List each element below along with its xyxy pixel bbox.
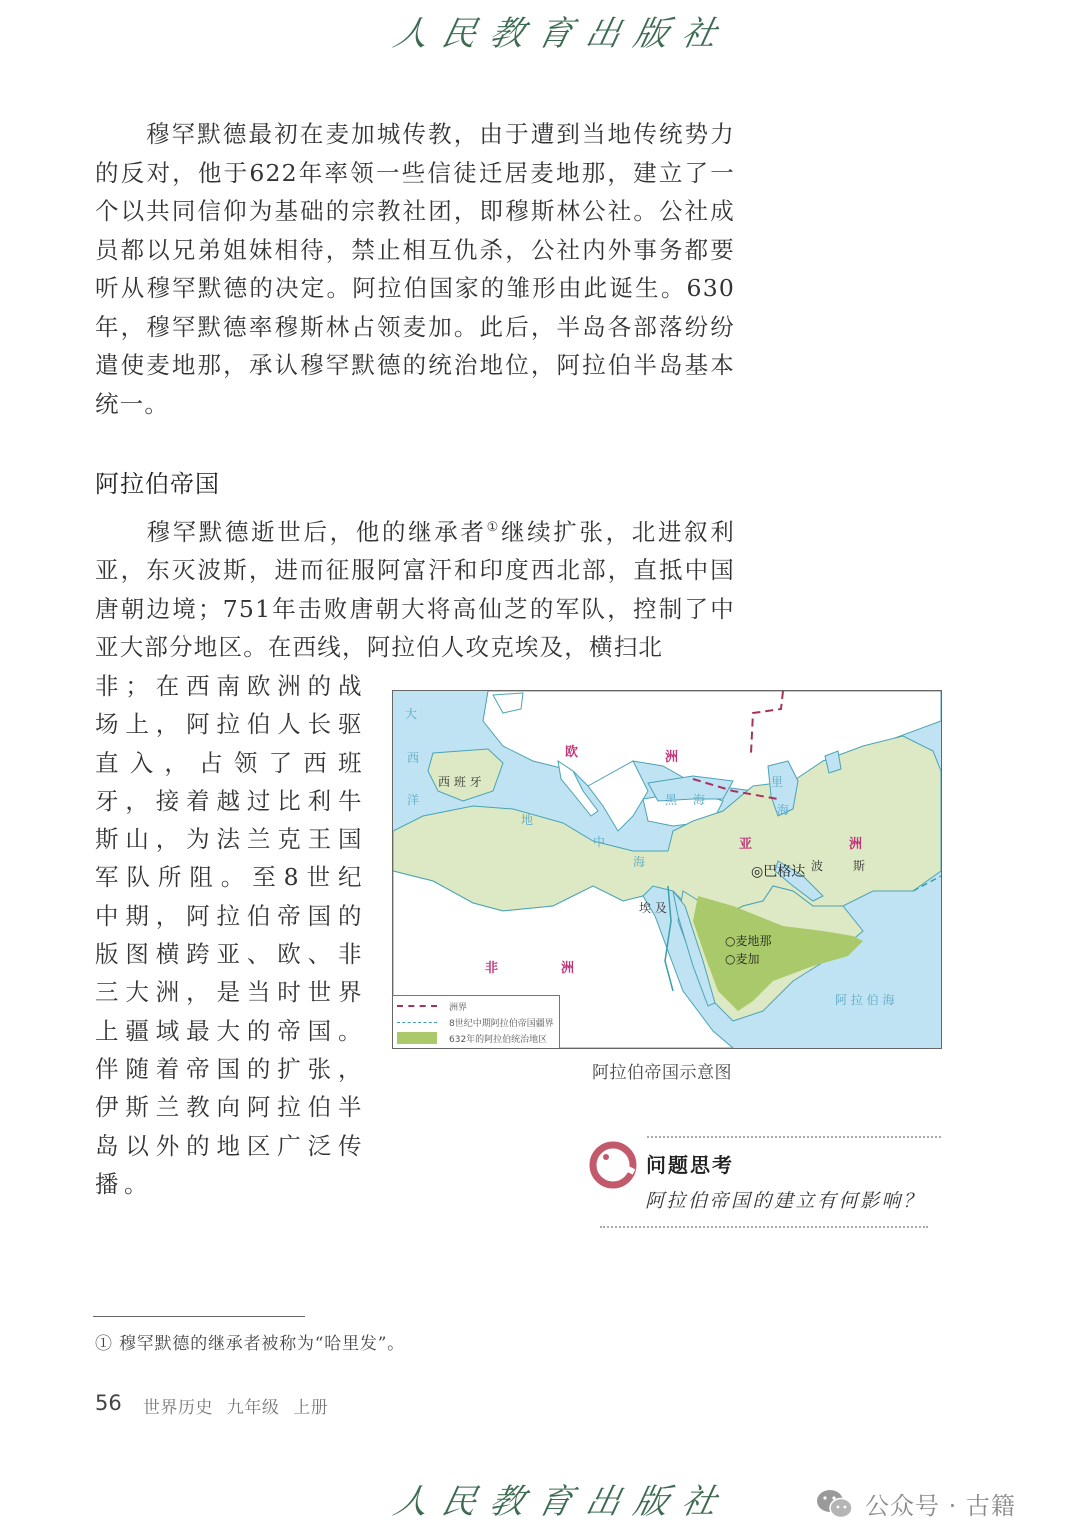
footnote-rule: [93, 1316, 305, 1317]
persia-label-2: 斯: [853, 859, 866, 873]
page-number: 56: [95, 1391, 122, 1415]
atlantic-label-3: 洋: [407, 793, 420, 807]
black-sea: [648, 776, 733, 801]
legend-item-632-area: [397, 1031, 547, 1045]
publisher-logo-bottom: 人民教育出版社: [390, 1482, 735, 1522]
asia-label-2: 洲: [849, 837, 863, 852]
think-box-title: 问题思考: [646, 1153, 734, 1177]
arabian-sea-label: 阿 拉 伯 海: [835, 993, 895, 1007]
mediterranean-label-1: 地: [521, 813, 534, 827]
black-sea-label-2: 海: [693, 793, 706, 807]
black-sea-label-1: 黑: [665, 793, 678, 807]
africa-label-2: 洲: [561, 961, 575, 976]
spain-label: 西 班 牙: [438, 775, 482, 789]
arab-empire-map: [392, 690, 942, 1049]
footnote-ref[interactable]: ①: [486, 520, 501, 535]
publisher-logo-top: 人民教育出版社: [390, 14, 735, 54]
wechat-icon: [815, 1487, 855, 1521]
baghdad-label: ◎巴格达: [751, 864, 806, 880]
europe-label-2: 洲: [665, 750, 679, 765]
legend-label: 洲界: [449, 1002, 468, 1013]
body-paragraph-1: [95, 115, 735, 423]
mediterranean-label-2: 中: [593, 835, 606, 849]
medina-label: ○麦地那: [725, 934, 772, 948]
legend-label: 8世纪中期阿拉伯帝国疆界: [449, 1018, 554, 1029]
watermark: [815, 1486, 1016, 1521]
legend-item-continent-border: [397, 999, 467, 1013]
paragraph-text: 穆罕默德逝世后，他的继承者: [145, 517, 487, 546]
atlantic-label-1: 大: [405, 707, 418, 721]
caspian-label-1: 里: [771, 775, 784, 789]
think-box-question: 阿拉伯帝国的建立有何影响？: [645, 1190, 925, 1212]
egypt-label: 埃 及: [639, 901, 667, 915]
legend-swatch: [397, 1022, 437, 1023]
body-paragraph-2: [95, 509, 735, 667]
persia-label-1: 波: [811, 859, 824, 873]
legend-label: 632年的阿拉伯统治地区: [449, 1034, 548, 1045]
section-heading: 阿拉伯帝国: [95, 470, 220, 498]
map-legend: [393, 995, 560, 1048]
atlantic-label-2: 西: [407, 751, 420, 765]
mediterranean-label-3: 海: [633, 855, 646, 869]
footnote: ① 穆罕默德的继承者被称为“哈里发”。: [95, 1334, 405, 1354]
map-caption: 阿拉伯帝国示意图: [592, 1063, 732, 1083]
watermark-text: 公众号 · 古籍: [865, 1492, 1016, 1520]
think-box-divider-top: [647, 1136, 941, 1138]
think-head-icon: [588, 1140, 638, 1190]
think-box-divider-bottom: [600, 1226, 928, 1228]
body-paragraph-2-continued: 非；在西南欧洲的战场上，阿拉伯人长驱直入，占领了西班牙，接着越过比利牛斯山，为法兰克王国军队所阻。至8世纪中期，阿拉伯帝国的版图横跨亚、欧、非三大洲，是当时世界上疆域最大的帝国。伴随着帝国的扩张，伊斯兰教向阿拉伯半岛以外的地区广泛传播。: [95, 672, 367, 1198]
paragraph-text: 穆罕默德最初在麦加城传教，由于遭到当地传统势力的反对，他于622年率领一些信徒迁居麦地那，建立了一个以共同信仰为基础的宗教社团，即穆斯林公社。公社成员都以兄弟姐妹相待，禁止相互仇杀，公社内外事务都要听从穆罕默德的决定。阿拉伯国家的雏形由此诞生。630年，穆罕默德率穆斯林占领麦加。此后，半岛各部落纷纷遣使麦地那，承认穆罕默德的统治地位，阿拉伯半岛基本统一。: [95, 120, 735, 418]
paragraph-text: 继续扩张，北进叙利亚，东灭波斯，进而征服阿富汗和印度西北部，直抵中国唐朝边境；751年击败唐朝大将高仙芝的军队，控制了中亚大部分地区。在西线，阿拉伯人攻克埃及，横扫北: [95, 517, 735, 662]
legend-swatch: [397, 1032, 437, 1044]
book-title: 世界历史 九年级 上册: [143, 1398, 329, 1418]
mecca-label: ○麦加: [725, 952, 760, 966]
asia-label-1: 亚: [739, 837, 753, 852]
caspian-label-2: 海: [777, 803, 790, 817]
europe-label-1: 欧: [565, 745, 579, 760]
legend-item-empire-border: [397, 1015, 554, 1029]
legend-swatch: [397, 1005, 437, 1007]
africa-label-1: 非: [485, 961, 499, 976]
